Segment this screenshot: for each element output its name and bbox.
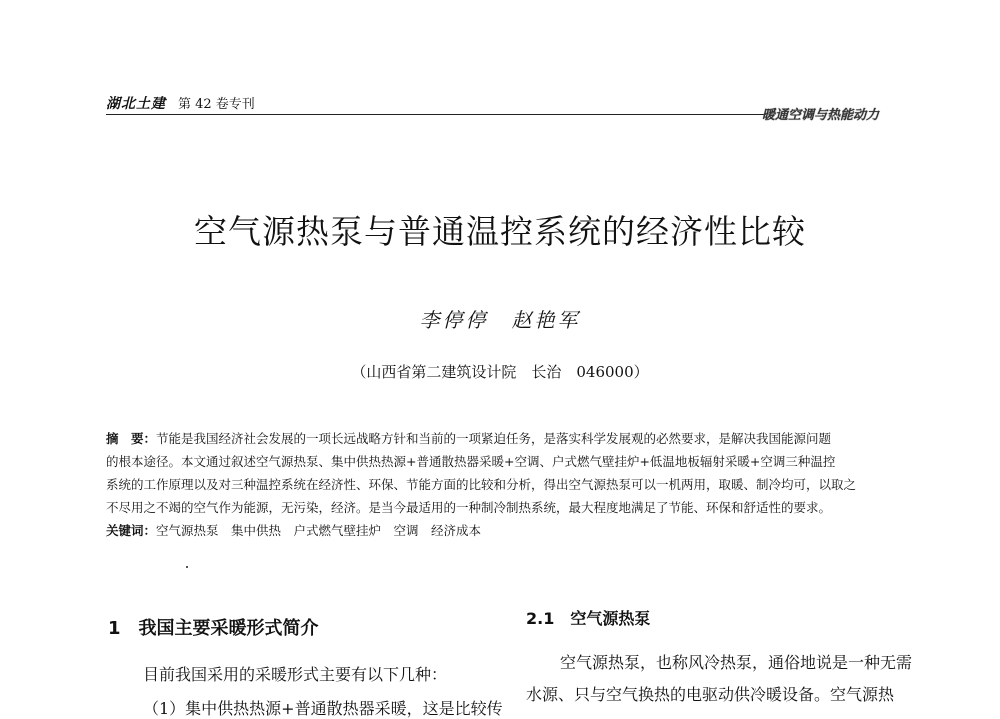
- section-2-1-heading: 2.1 空气源热泵: [526, 609, 651, 628]
- paper-title: 空气源热泵与普通温控系统的经济性比较: [194, 212, 806, 251]
- section-1-paragraph: 目前我国采用的采暖形式主要有以下几种：: [143, 665, 448, 684]
- abstract-label: 摘 要：: [106, 431, 157, 446]
- affiliation: （山西省第二建筑设计院 长治 046000）: [351, 363, 649, 381]
- journal-name: 湖北土建: [106, 96, 166, 112]
- keywords-text: 空气源热泵 集中供热 户式燃气壁挂炉 空调 经济成本: [156, 523, 482, 538]
- abstract-text: 节能是我国经济社会发展的一项长远战略方针和当前的一项紧迫任务，是落实科学发展观的必然要求，是解决我国能源问题: [156, 431, 832, 446]
- authors: 李停停 赵艳军: [419, 308, 581, 332]
- section-1-heading: 1 我国主要采暖形式简介: [108, 618, 319, 639]
- section-2-1-line: 空气源热泵，也称风冷热泵，通俗地说是一种无需: [560, 653, 913, 672]
- section-1-partial-line: （1）集中供热热源+普通散热器采暖，这是比较传: [143, 699, 503, 718]
- abstract-line: [106, 429, 831, 447]
- keywords-label: 关键词：: [106, 523, 157, 538]
- journal-issue: 第 42 卷专刊: [178, 97, 255, 112]
- abstract-line: 的根本途径。本文通过叙述空气源热泵、集中供热热源+普通散热器采暖+空调、户式燃气壁挂炉+低温地板辐射采暖+空调三种温控: [106, 454, 836, 469]
- scan-speck: [186, 566, 188, 568]
- section-2-1-line: 水源、只与空气换热的电驱动供冷暖设备。空气源热: [526, 685, 895, 704]
- section-tag: 暖通空调与热能动力: [762, 108, 880, 123]
- abstract-line: 系统的工作原理以及对三种温控系统在经济性、环保、节能方面的比较和分析，得出空气源热泵可以一机两用，取暖、制冷均可，以取之: [106, 477, 857, 492]
- header-rule: [106, 114, 766, 115]
- keywords-line: [106, 521, 481, 539]
- abstract-line: 不尽用之不竭的空气作为能源，无污染，经济。是当今最适用的一种制冷制热系统，最大程度地满足了节能、环保和舒适性的要求。: [106, 500, 832, 515]
